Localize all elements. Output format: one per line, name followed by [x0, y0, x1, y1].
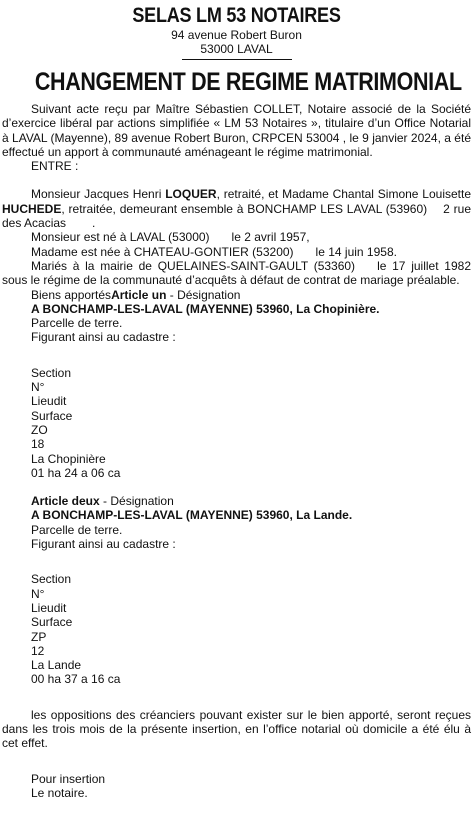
- article1-address: A BONCHAMP-LES-LAVAL (MAYENNE) 53960, La Chopinière.: [31, 301, 380, 316]
- article1-figurant: Figurant ainsi au cadastre :: [31, 330, 176, 345]
- office-address-city: 53000 LAVAL: [200, 42, 273, 56]
- header-divider: [182, 59, 292, 60]
- street-address: 2 rue des Acacias: [2, 201, 471, 231]
- article2-figurant: Figurant ainsi au cadastre :: [31, 537, 176, 552]
- marriage-paragraph: Mariés à la mairie de QUELAINES-SAINT-GAULT (53360) le 17 juillet 1982 sous le régime de la communauté d’acquêts à défaut de contrat de mariage préalable.: [2, 258, 471, 288]
- cadastre-2-numero: N°: [31, 586, 45, 601]
- cadastre-2-section-value: ZP: [31, 629, 47, 644]
- cadastre-2-lieudit: Lieudit: [31, 600, 67, 615]
- cadastre-2-lieudit-value: La Lande: [31, 658, 82, 673]
- cadastre-2-section: Section: [31, 572, 72, 587]
- biens-line: Biens apportésArticle un - Désignation: [31, 287, 241, 302]
- cadastre-1-numero-value: 18: [31, 437, 45, 452]
- birth-monsieur: Monsieur est né à LAVAL (53000) le 2 avril 1957,: [31, 230, 310, 245]
- article2-address: A BONCHAMP-LES-LAVAL (MAYENNE) 53960, La Lande.: [31, 508, 353, 523]
- closing-signature: Le notaire.: [31, 785, 88, 800]
- entre-label: ENTRE :: [31, 159, 79, 174]
- article2-heading: Article deux - Désignation: [31, 494, 174, 509]
- cadastre-1-lieudit: Lieudit: [31, 394, 67, 409]
- parties-paragraph: Monsieur Jacques Henri LOQUER, retraité, et Madame Chantal Simone Louisette HUCHEDE, retraitée, demeurant ensemble à BONCHAMP LES LAVAL (53960) 2 rue des Acacias .: [2, 187, 471, 231]
- article2-parcelle: Parcelle de terre.: [31, 522, 123, 537]
- cadastre-1-surface-value: 01 ha 24 a 06 ca: [31, 465, 121, 480]
- intro-paragraph: Suivant acte reçu par Maître Sébastien COLLET, Notaire associé de la Société d’exercice libéral par actions simplifiée « LM 53 Notaires », titulaire d’un Office Notarial à LAVAL (Mayenne), 89 avenue Robert Buron, CRPCEN 53004 , le 9 janvier 2024, a été effectué un apport à communauté aménageant le régime matrimonial.: [2, 102, 471, 159]
- birth-madame: Madame est née à CHATEAU-GONTIER (53200) le 14 juin 1958.: [31, 244, 397, 259]
- article1-parcelle: Parcelle de terre.: [31, 316, 123, 331]
- cadastre-1-lieudit-value: La Chopinière: [31, 451, 106, 466]
- cadastre-1-surface: Surface: [31, 408, 73, 423]
- cadastre-2-surface-value: 00 ha 37 a 16 ca: [31, 672, 121, 687]
- article-two-label: Article deux: [31, 494, 100, 509]
- cadastre-2-numero-value: 12: [31, 643, 45, 658]
- cadastre-1-numero: N°: [31, 380, 45, 395]
- article-one-label: Article un: [111, 287, 167, 302]
- cadastre-1-section: Section: [31, 365, 72, 380]
- cadastre-2-surface: Surface: [31, 615, 73, 630]
- office-address-street: 94 avenue Robert Buron: [171, 28, 302, 42]
- cadastre-1-section-value: ZO: [31, 422, 48, 437]
- spouse2-surname: HUCHEDE: [2, 201, 62, 216]
- oppositions-paragraph: les oppositions des créanciers pouvant exister sur le bien apporté, seront reçues dans les trois mois de la présente insertion, en l’office notarial où domicile a été élu à cet effet.: [2, 707, 471, 751]
- spouse1-surname: LOQUER: [165, 187, 217, 202]
- closing-insertion: Pour insertion: [31, 771, 106, 786]
- office-name: SELAS LM 53 NOTAIRES: [132, 4, 341, 27]
- notice-title: CHANGEMENT DE REGIME MATRIMONIAL: [34, 68, 462, 96]
